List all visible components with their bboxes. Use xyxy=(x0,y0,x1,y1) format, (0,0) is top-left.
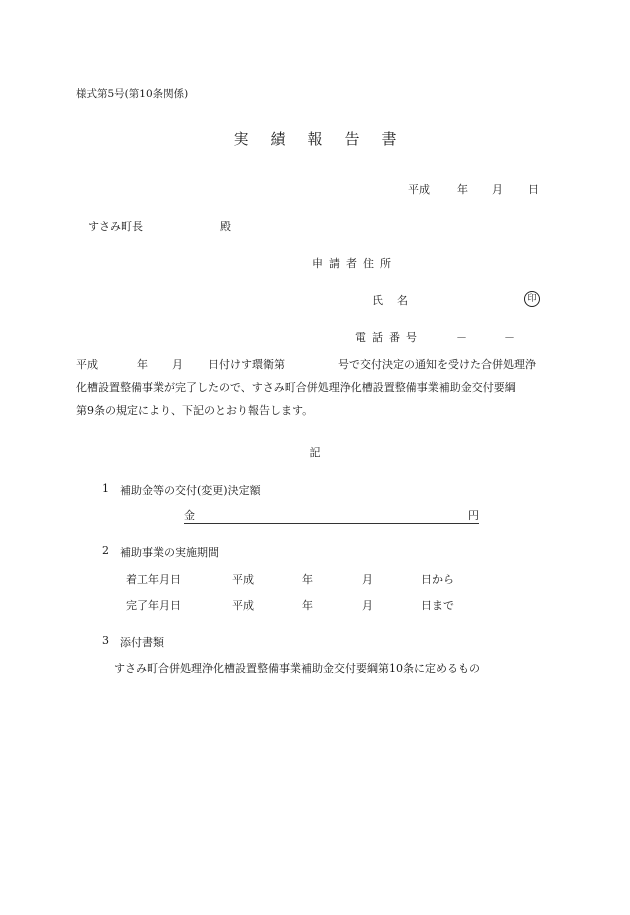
section3-number: 3 xyxy=(102,634,109,647)
form-number: 様式第5号(第10条関係) xyxy=(76,88,189,100)
body-seg-month: 月 xyxy=(172,358,183,371)
addressee-name: すさみ町長 xyxy=(88,220,143,233)
period-start-day: 日から xyxy=(421,573,454,586)
applicant-name-label: 氏名 xyxy=(372,294,422,307)
body-seg-ref: 日付けす環衛第 xyxy=(208,358,285,371)
amount-suffix: 円 xyxy=(468,509,479,522)
body-seg-rest: 号で交付決定の通知を受けた合併処理浄 xyxy=(338,358,536,371)
period-start-era: 平成 xyxy=(232,573,254,586)
seal-mark-icon: 印 xyxy=(524,291,540,307)
section3-label: 添付書類 xyxy=(120,636,164,649)
period-start-month: 月 xyxy=(362,573,373,586)
ki-heading: 記 xyxy=(309,446,321,459)
amount-line xyxy=(184,507,479,524)
period-end-year: 年 xyxy=(302,599,313,612)
section1-number: 1 xyxy=(102,482,109,495)
period-end-day: 日まで xyxy=(421,599,454,612)
date-month: 月 xyxy=(492,183,503,196)
period-start-label: 着工年月日 xyxy=(126,573,181,586)
document-title: 実績報告書 xyxy=(233,130,419,148)
period-end-label: 完了年月日 xyxy=(126,599,181,612)
addressee-honorific: 殿 xyxy=(220,220,231,233)
section2-label: 補助事業の実施期間 xyxy=(120,546,219,559)
applicant-phone-label: 電話番号 xyxy=(355,331,423,344)
phone-dash-1: － xyxy=(456,331,467,344)
body-line-2: 化槽設置整備事業が完了したので、すさみ町合併処理浄化槽設置整備事業補助金交付要綱 xyxy=(76,381,516,394)
date-day: 日 xyxy=(528,183,539,196)
body-seg-era: 平成 xyxy=(76,358,98,371)
body-line-3: 第9条の規定により、下記のとおり報告します。 xyxy=(76,404,314,417)
date-year: 年 xyxy=(457,183,468,196)
date-era: 平成 xyxy=(408,183,430,196)
period-end-era: 平成 xyxy=(232,599,254,612)
phone-dash-2: － xyxy=(504,331,515,344)
period-end-month: 月 xyxy=(362,599,373,612)
section3-content: すさみ町合併処理浄化槽設置整備事業補助金交付要綱第10条に定めるもの xyxy=(114,662,480,675)
body-seg-year: 年 xyxy=(137,358,148,371)
period-start-year: 年 xyxy=(302,573,313,586)
applicant-address-label: 申請者住所 xyxy=(312,257,397,270)
section1-label: 補助金等の交付(変更)決定額 xyxy=(120,484,261,497)
section2-number: 2 xyxy=(102,544,109,557)
amount-prefix: 金 xyxy=(184,509,195,522)
